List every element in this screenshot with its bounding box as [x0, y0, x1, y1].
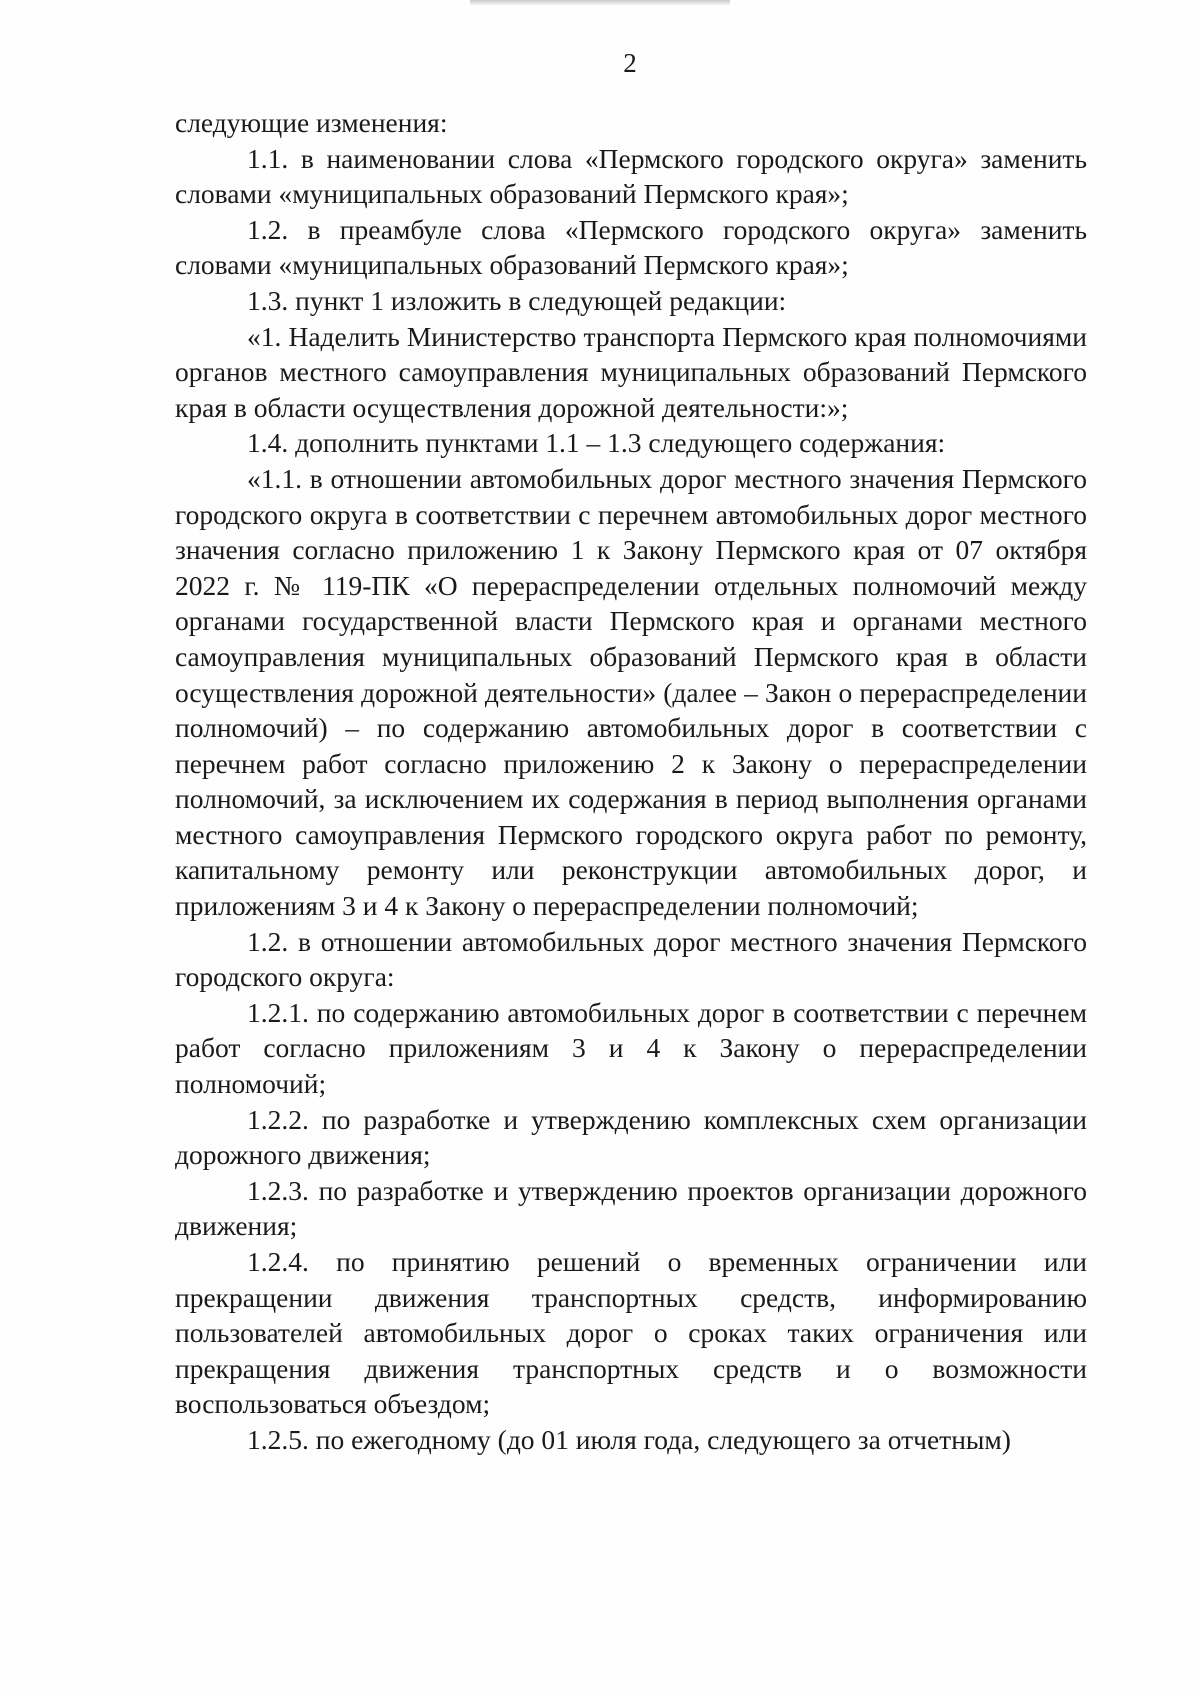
page-number: 2 [623, 48, 637, 78]
paragraph: 1.2.1. по содержанию автомобильных дорог в соответствии с перечнем работ согласно приложениям 3 и 4 к Закону о перераспределении полномочий; [175, 996, 1087, 1100]
paragraph: 1.2. в отношении автомобильных дорог местного значения Пермского городского округа: [175, 925, 1087, 993]
document-body [175, 105, 1087, 1458]
paragraph: 1.4. дополнить пунктами 1.1 – 1.3 следующего содержания: [247, 427, 946, 459]
paragraph: 1.1. в наименовании слова «Пермского городского округа» заменить словами «муниципальных образований Пермского края»; [175, 142, 1087, 210]
paragraph: 1.3. пункт 1 изложить в следующей редакции: [247, 284, 787, 316]
scan-edge-artifact [470, 0, 730, 6]
paragraph: 1.2.5. по ежегодному (до 01 июля года, следующего за отчетным) [247, 1423, 1011, 1455]
paragraph: «1.1. в отношении автомобильных дорог местного значения Пермского городского округа в соответствии с перечнем автомобильных дорог местного значения согласно приложению 1 к Закону Пермского края от 07 октября 2022 г. № 119-ПК «О перераспределении отдельных полномочий между органами государственной власти Пермского края и органами местного самоуправления муниципальных образований Пермского края в области осуществления дорожной деятельности» (далее – Закон о перераспределении полномочий) – по содержанию автомобильных дорог в соответствии с перечнем работ согласно приложению 2 к Закону о перераспределении полномочий, за исключением их содержания в период выполнения органами местного самоуправления Пермского городского округа работ по ремонту, капитальному ремонту или реконструкции автомобильных дорог, и приложениям 3 и 4 к Закону о перераспределении полномочий; [175, 462, 1087, 922]
paragraph: 1.2. в преамбуле слова «Пермского городского округа» заменить словами «муниципальных образований Пермского края»; [175, 213, 1087, 281]
paragraph: 1.2.3. по разработке и утверждению проектов организации дорожного движения; [175, 1174, 1087, 1242]
paragraph: 1.2.2. по разработке и утверждению комплексных схем организации дорожного движения; [175, 1103, 1087, 1171]
paragraph: 1.2.4. по принятию решений о временных ограничении или прекращении движения транспортных средств, информированию пользователей автомобильных дорог о сроках таких ограничения или прекращения движения транспортных средств и о возможности воспользоваться объездом; [175, 1246, 1087, 1420]
paragraph: следующие изменения: [175, 107, 448, 138]
paragraph: «1. Наделить Министерство транспорта Пермского края полномочиями органов местного самоуправления муниципальных образований Пермского края в области осуществления дорожной деятельности:»; [175, 320, 1087, 423]
